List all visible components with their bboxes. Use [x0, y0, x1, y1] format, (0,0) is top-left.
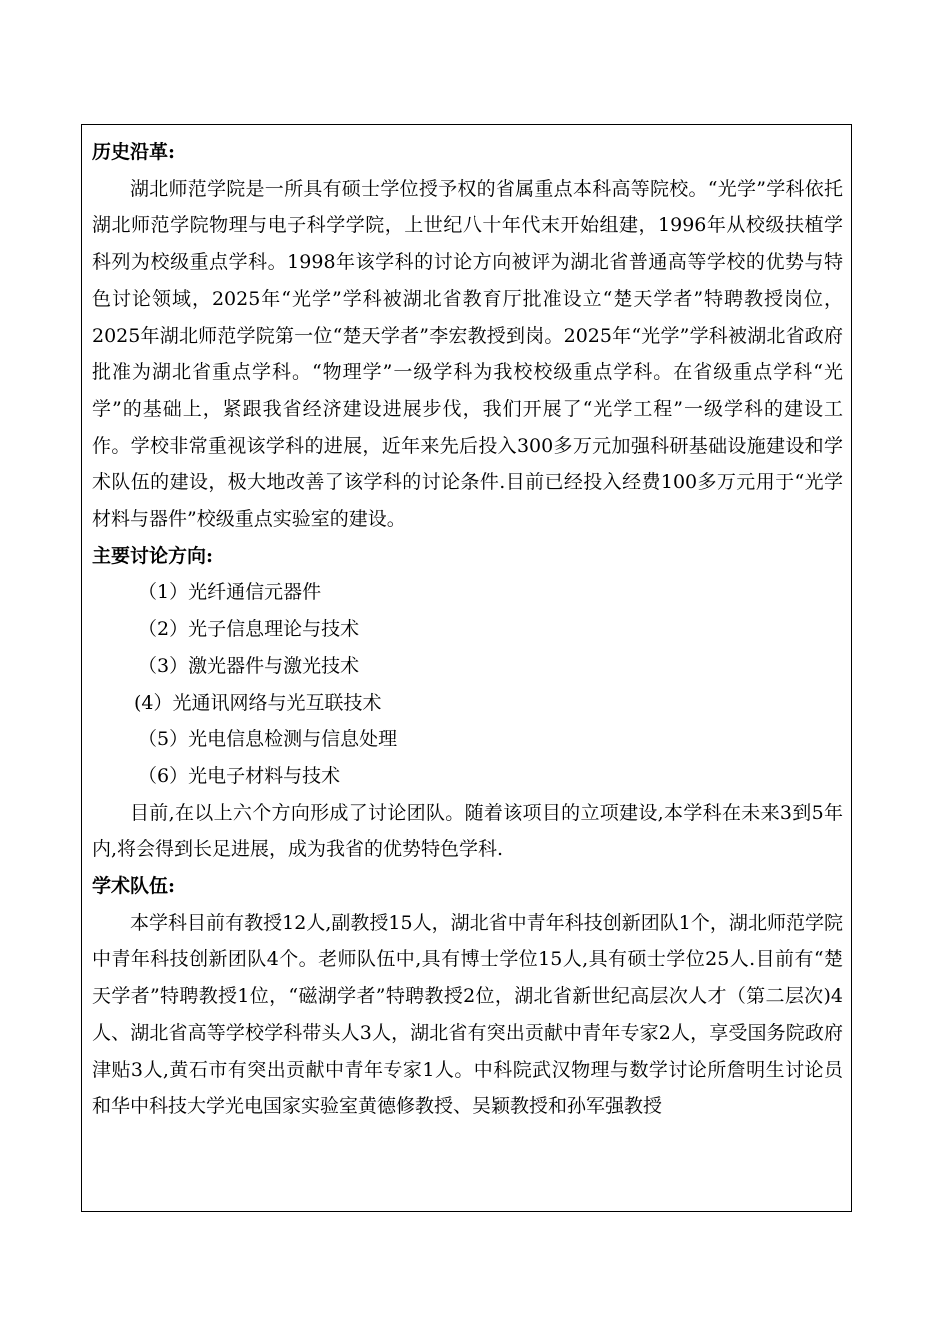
directions-list: [92, 574, 843, 794]
team-paragraph: 本学科目前有教授12人,副教授15人，湖北省中青年科技创新团队1个，湖北师范学院中青年科技创新团队4个。老师队伍中,具有博士学位15人,具有硕士学位25人.目前有“楚天学者”特聘教授1位，“磁湖学者”特聘教授2位，湖北省新世纪高层次人才（第二层次)4人、湖北省高等学校学科带头人3人，湖北省有突出贡献中青年专家2人，享受国务院政府津贴3人,黄石市有突出贡献中青年专家1人。中科院武汉物理与数学讨论所詹明生讨论员和华中科技大学光电国家实验室黄德修教授、吴颖教授和孙军强教授: [92, 911, 843, 1118]
direction-item: （5）光电信息检测与信息处理: [138, 728, 398, 751]
document-content: [82, 125, 851, 1125]
direction-item: （6）光电子材料与技术: [138, 764, 341, 787]
direction-item: （2）光子信息理论与技术: [138, 618, 360, 641]
team-heading: 学术队伍:: [92, 875, 176, 898]
document-table-cell: [81, 124, 852, 1212]
direction-item: (4）光通讯网络与光互联技术: [134, 691, 382, 714]
directions-paragraph: 目前,在以上六个方向形成了讨论团队。随着该项目的立项建设,本学科在未来3到5年内,将会得到长足进展，成为我省的优势特色学科.: [92, 801, 843, 861]
direction-item: （1）光纤通信元器件: [138, 581, 322, 604]
direction-item: （3）激光器件与激光技术: [138, 654, 360, 677]
history-heading: 历史沿革:: [92, 141, 176, 163]
directions-heading: 主要讨论方向:: [92, 544, 214, 567]
history-paragraph: 湖北师范学院是一所具有硕士学位授予权的省属重点本科高等院校。“光学”学科依托湖北师范学院物理与电子科学学院，上世纪八十年代末开始组建，1996年从校级扶植学科列为校级重点学科。1998年该学科的讨论方向被评为湖北省普通高等学校的优势与特色讨论领域，2025年“光学”学科被湖北省教育厅批准设立“楚天学者”特聘教授岗位，2025年湖北师范学院第一位“楚天学者”李宏教授到岗。2025年“光学”学科被湖北省政府批准为湖北省重点学科。“物理学”一级学科为我校校级重点学科。在省级重点学科“光学”的基础上，紧跟我省经济建设进展步伐，我们开展了“光学工程”一级学科的建设工作。学校非常重视该学科的进展，近年来先后投入300多万元加强科研基础设施建设和学术队伍的建设，极大地改善了该学科的讨论条件.目前已经投入经费100多万元用于“光学材料与器件”校级重点实验室的建设。: [92, 177, 843, 531]
